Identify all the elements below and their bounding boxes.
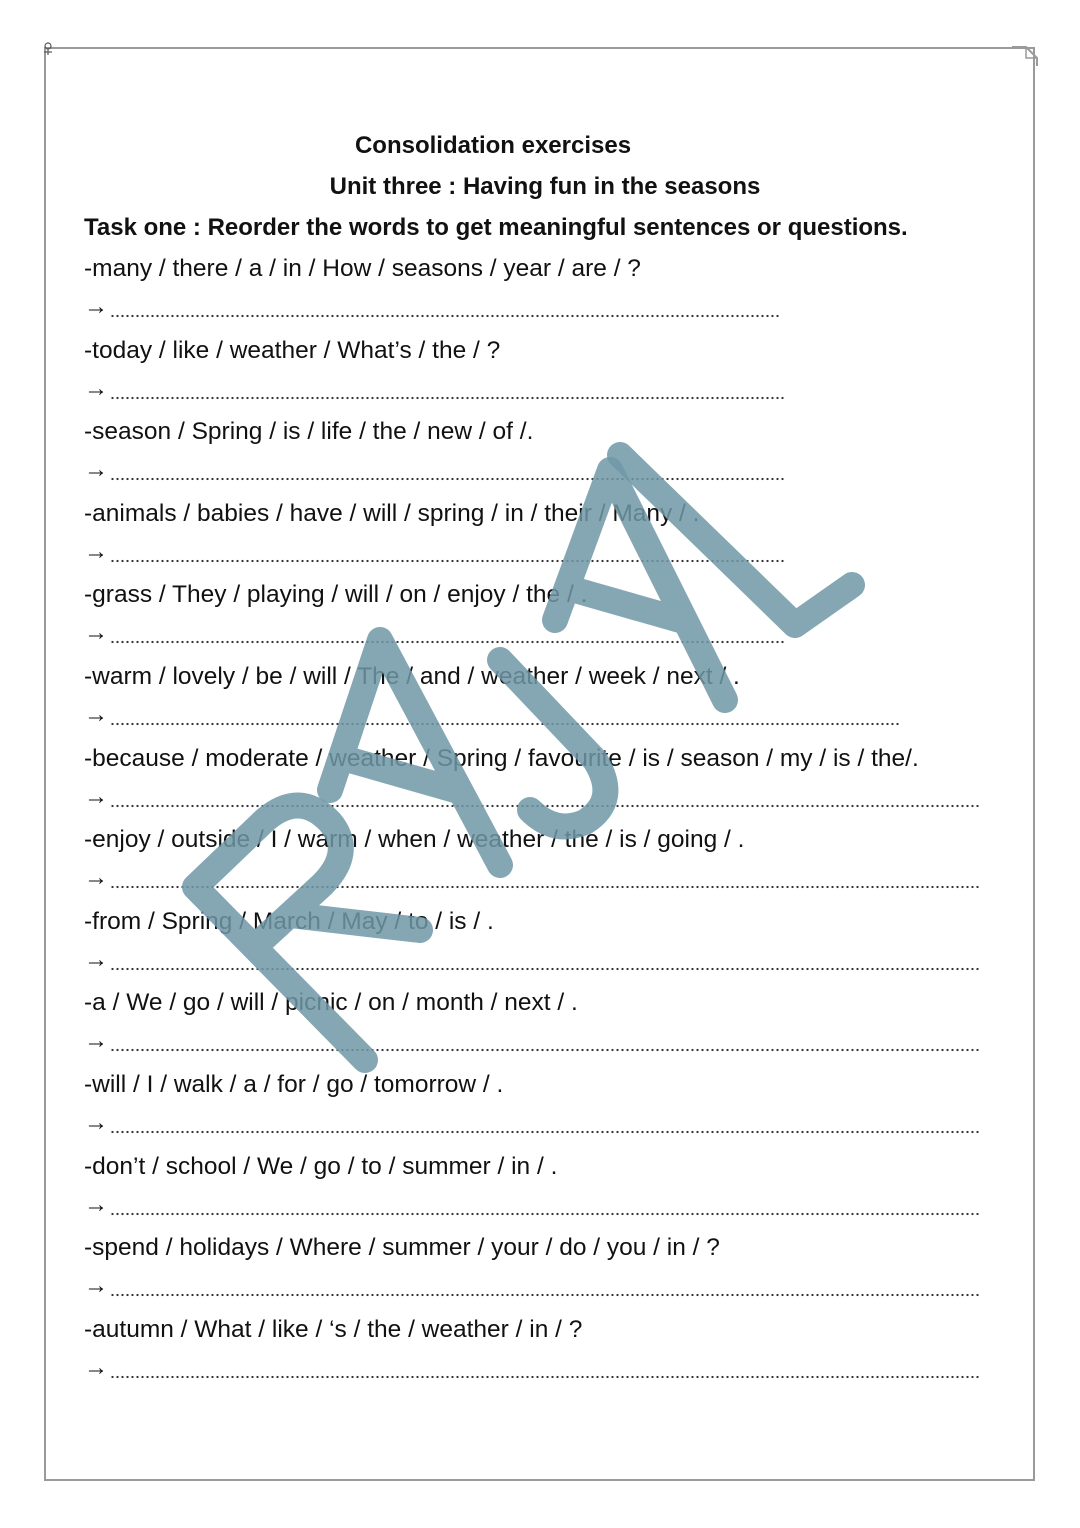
exercise-prompt: -warm / lovely / be / will / The / and / weather / week / next / . (84, 662, 740, 690)
answer-line[interactable] (84, 694, 1024, 730)
exercise-prompt: -don’t / school / We / go / to / summer / in / . (84, 1152, 558, 1180)
corner-pin-icon (43, 41, 53, 55)
answer-line[interactable] (84, 286, 1024, 322)
worksheet-title: Consolidation exercises (354, 132, 632, 159)
answer-line[interactable] (84, 1020, 1024, 1056)
answer-dotted-line (110, 722, 900, 726)
arrow-icon: → (84, 1027, 108, 1055)
answer-dotted-line (110, 885, 980, 889)
answer-dotted-line (110, 559, 785, 563)
answer-dotted-line (110, 314, 780, 318)
exercise-item (84, 1313, 1024, 1395)
exercise-prompt: -autumn / What / like / ‘s / the / weather / in / ? (84, 1315, 583, 1343)
exercise-item (84, 1150, 1024, 1232)
answer-line[interactable] (84, 1184, 1024, 1220)
arrow-icon: → (84, 864, 108, 892)
exercise-prompt: -from / Spring / March / May / to / is / . (84, 907, 494, 935)
exercise-item (84, 742, 1024, 824)
exercise-prompt: -many / there / a / in / How / seasons / year / are / ? (84, 255, 641, 282)
arrow-icon: → (84, 1353, 108, 1381)
answer-line[interactable] (84, 1265, 1024, 1301)
exercise-prompt: -enjoy / outside / I / warm / when / weather / the / is / going / . (84, 826, 745, 854)
answer-dotted-line (110, 1212, 980, 1216)
answer-line[interactable] (84, 612, 1024, 648)
task-instruction: Task one : Reorder the words to get meaningful sentences or questions. (84, 214, 908, 241)
answer-dotted-line (110, 1375, 980, 1379)
arrow-icon: → (84, 782, 108, 810)
exercise-prompt: -a / We / go / will / picnic / on / month / next / . (84, 989, 578, 1017)
exercise-item (84, 415, 1024, 497)
exercise-item (84, 334, 1024, 416)
answer-line[interactable] (84, 368, 1024, 404)
exercise-item (84, 823, 1024, 905)
answer-line[interactable] (84, 939, 1024, 975)
arrow-icon: → (84, 619, 108, 647)
answer-dotted-line (110, 967, 980, 971)
exercise-prompt: -animals / babies / have / will / spring / in / their / Many / . (84, 499, 700, 527)
answer-line[interactable] (84, 1102, 1024, 1138)
exercise-prompt: -grass / They / playing / will / on / enjoy / the / . (84, 581, 588, 609)
arrow-icon: → (84, 700, 108, 728)
exercise-item (84, 1231, 1024, 1313)
exercise-list (84, 252, 1024, 1394)
exercise-item (84, 497, 1024, 579)
exercise-item (84, 578, 1024, 660)
answer-line[interactable] (84, 776, 1024, 812)
exercise-item (84, 252, 1024, 334)
answer-dotted-line (110, 396, 785, 400)
page-corner-fold (1012, 46, 1038, 66)
answer-dotted-line (110, 1048, 980, 1052)
arrow-icon: → (84, 456, 108, 484)
answer-line[interactable] (84, 531, 1024, 567)
arrow-icon: → (84, 945, 108, 973)
exercise-prompt: -today / like / weather / What’s / the / ? (84, 336, 501, 364)
exercise-prompt: -will / I / walk / a / for / go / tomorrow / . (84, 1070, 504, 1098)
arrow-icon: → (84, 1190, 108, 1218)
arrow-icon: → (84, 537, 108, 565)
exercise-prompt: -spend / holidays / Where / summer / your / do / you / in / ? (84, 1234, 720, 1262)
exercise-item (84, 1068, 1024, 1150)
answer-dotted-line (110, 1130, 980, 1134)
exercise-prompt: -season / Spring / is / life / the / new / of /. (84, 418, 534, 446)
exercise-item (84, 986, 1024, 1068)
exercise-item (84, 905, 1024, 987)
answer-dotted-line (110, 477, 785, 481)
answer-dotted-line (110, 1293, 980, 1297)
unit-title: Unit three : Having fun in the seasons (329, 173, 761, 200)
answer-dotted-line (110, 804, 980, 808)
arrow-icon: → (84, 1272, 108, 1300)
answer-dotted-line (110, 640, 785, 644)
arrow-icon: → (84, 1108, 108, 1136)
answer-line[interactable] (84, 857, 1024, 893)
arrow-icon: → (84, 293, 108, 320)
answer-line[interactable] (84, 449, 1024, 485)
arrow-icon: → (84, 374, 108, 402)
exercise-item (84, 660, 1024, 742)
answer-line[interactable] (84, 1347, 1024, 1383)
exercise-prompt: -because / moderate / weather / Spring / favourite / is / season / my / is / the/. (84, 744, 919, 772)
